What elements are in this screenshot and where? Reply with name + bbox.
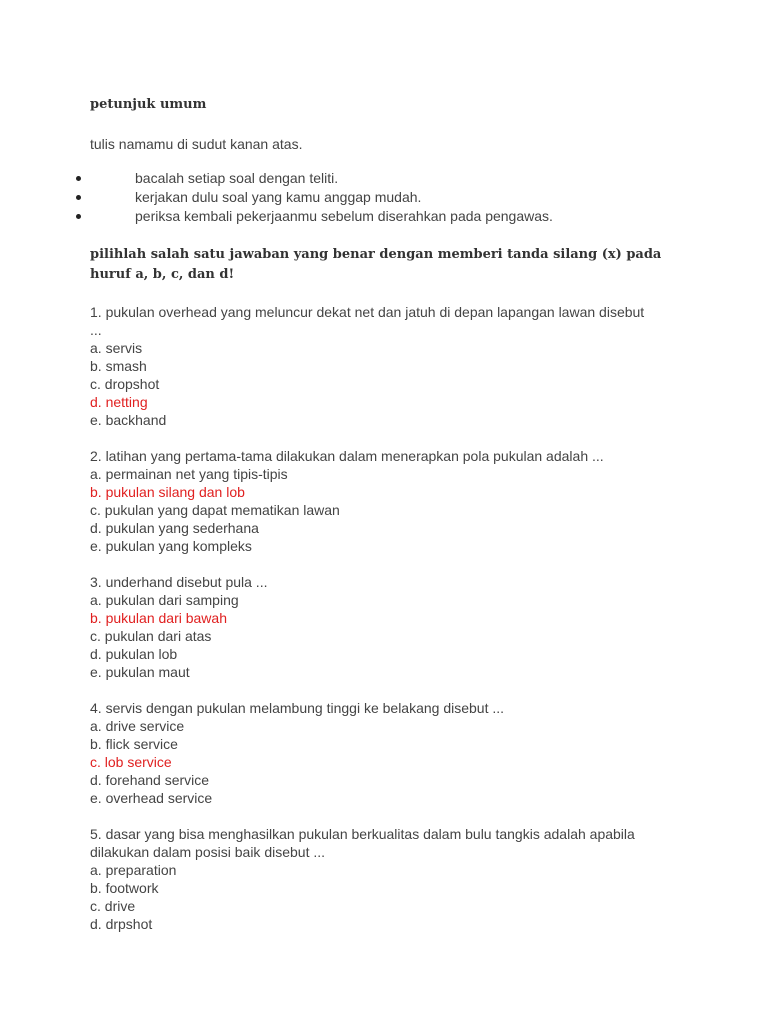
option: b. footwork — [90, 880, 159, 896]
bullet-item — [90, 188, 690, 207]
bullet-item — [90, 169, 690, 188]
intro-text: tulis namamu di sudut kanan atas. — [90, 136, 303, 152]
bullet-dot-icon — [76, 195, 81, 200]
option: b. smash — [90, 358, 147, 374]
question-stem: 1. pukulan overhead yang meluncur dekat net dan jatuh di depan lapangan lawan disebut ... — [90, 304, 645, 338]
option: c. pukulan yang dapat mematikan lawan — [90, 502, 340, 518]
option: a. servis — [90, 340, 143, 356]
bullet-dot-icon — [76, 176, 81, 181]
bullet-text: periksa kembali pekerjaanmu sebelum diserahkan pada pengawas. — [135, 208, 553, 224]
question-stem: 3. underhand disebut pula ... — [90, 574, 268, 590]
answer-option: b. pukulan dari bawah — [90, 610, 227, 626]
bullet-item — [90, 207, 690, 226]
bullet-text: kerjakan dulu soal yang kamu anggap mudah. — [135, 189, 422, 205]
section-heading: petunjuk umum — [90, 97, 207, 112]
option: a. preparation — [90, 862, 177, 878]
option: a. pukulan dari samping — [90, 592, 239, 608]
question-2 — [90, 447, 650, 555]
option: e. pukulan maut — [90, 664, 190, 680]
option: a. drive service — [90, 718, 185, 734]
answer-option: d. netting — [90, 394, 148, 410]
question-stem: 4. servis dengan pukulan melambung tinggi ke belakang disebut ... — [90, 700, 505, 716]
bullet-text: bacalah setiap soal dengan teliti. — [135, 170, 339, 186]
task-instruction: pilihlah salah satu jawaban yang benar dengan memberi tanda silang (x) pada huruf a, b, c, dan d! — [90, 247, 662, 282]
option: e. overhead service — [90, 790, 213, 806]
option: c. pukulan dari atas — [90, 628, 212, 644]
option: e. backhand — [90, 412, 167, 428]
answer-option: b. pukulan silang dan lob — [90, 484, 245, 500]
option: e. pukulan yang kompleks — [90, 538, 252, 554]
option: d. pukulan lob — [90, 646, 178, 662]
option: d. drpshot — [90, 916, 153, 932]
option: c. drive — [90, 898, 136, 914]
option: c. dropshot — [90, 376, 160, 392]
option: d. forehand service — [90, 772, 210, 788]
question-stem: 5. dasar yang bisa menghasilkan pukulan berkualitas dalam bulu tangkis adalah apabila dilakukan dalam posisi baik disebut ... — [90, 826, 635, 860]
bullet-dot-icon — [76, 214, 81, 219]
question-stem: 2. latihan yang pertama-tama dilakukan dalam menerapkan pola pukulan adalah ... — [90, 448, 604, 464]
option: b. flick service — [90, 736, 178, 752]
option: a. permainan net yang tipis-tipis — [90, 466, 288, 482]
question-3 — [90, 573, 650, 681]
instruction-bullet-list — [90, 169, 690, 226]
question-1 — [90, 303, 650, 429]
document-page — [90, 95, 690, 933]
question-list — [90, 303, 690, 933]
answer-option: c. lob service — [90, 754, 172, 770]
question-4 — [90, 699, 650, 807]
question-5 — [90, 825, 650, 933]
option: d. pukulan yang sederhana — [90, 520, 259, 536]
